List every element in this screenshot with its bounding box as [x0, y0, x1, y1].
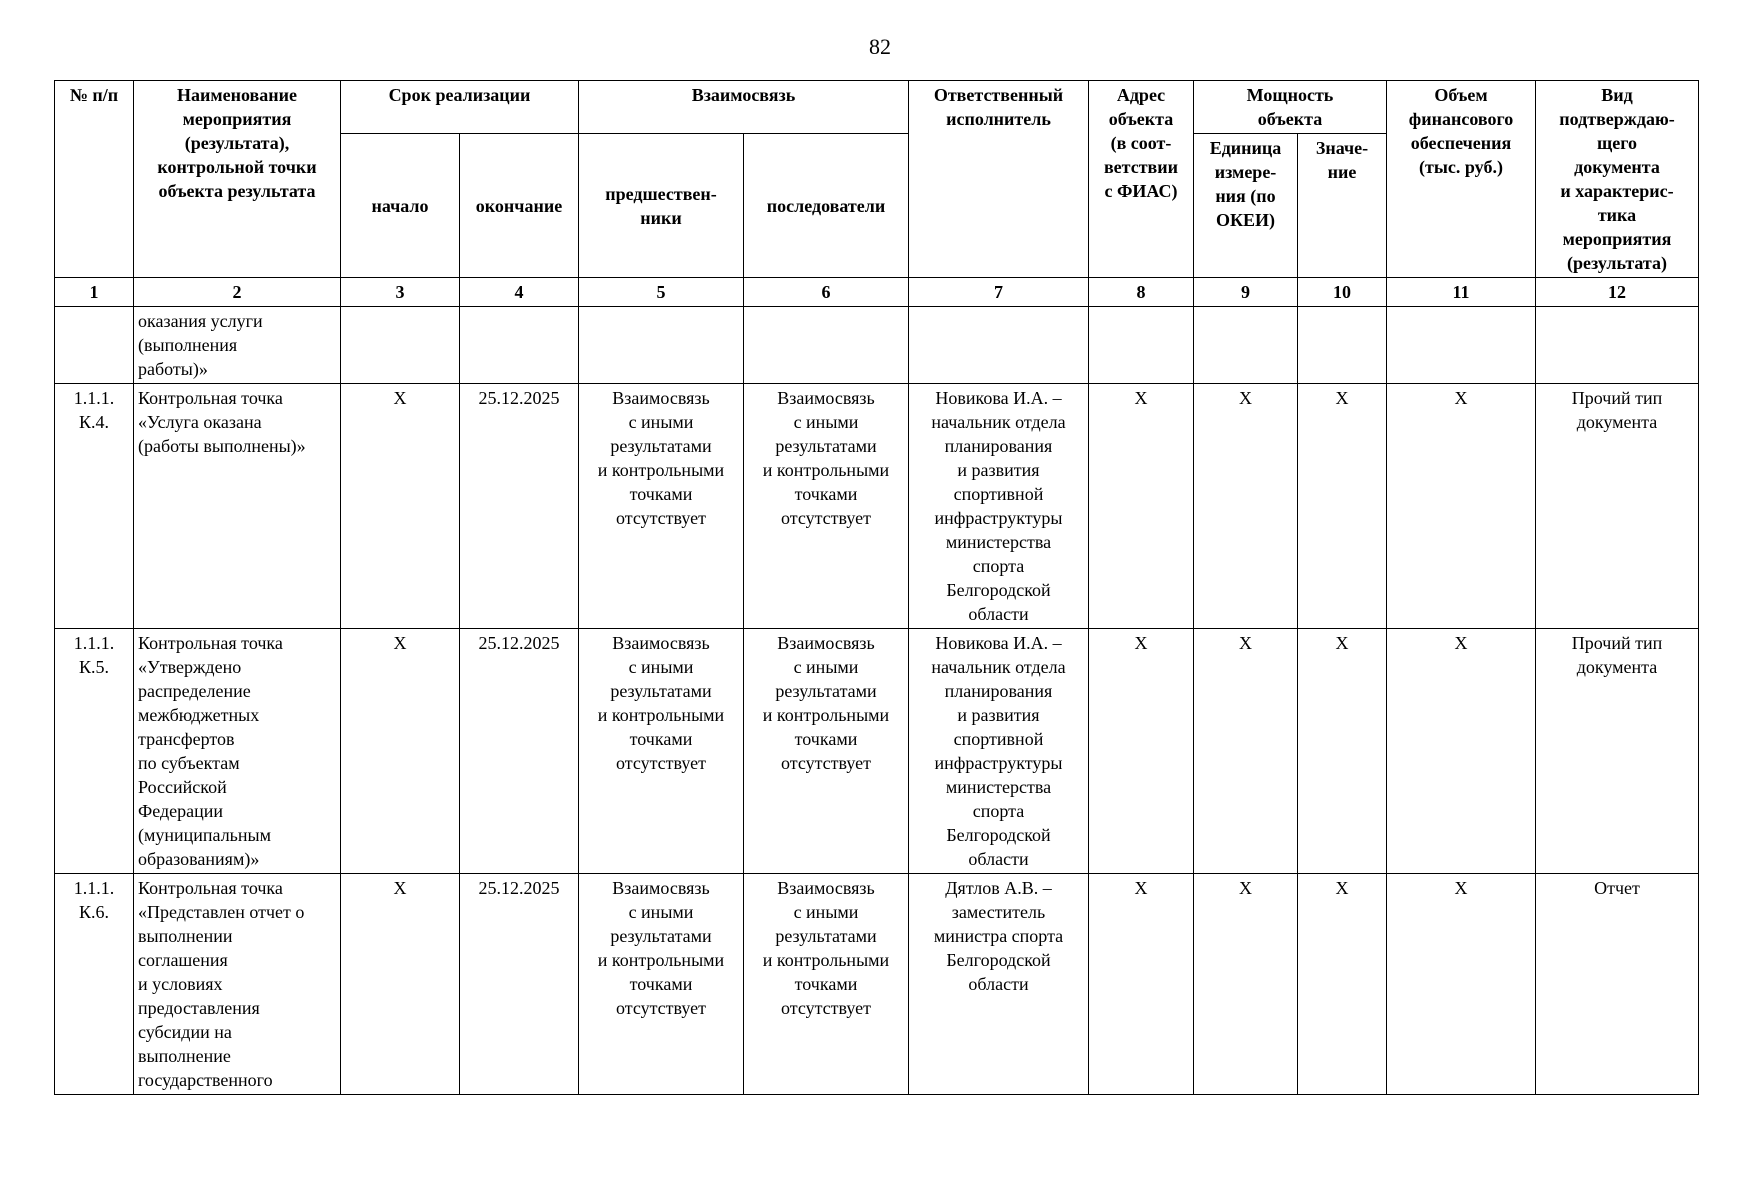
cell-text-line: точками [629, 484, 693, 504]
header-text-line: объекта результата [158, 181, 316, 201]
header-predecessors [579, 134, 744, 278]
header-text-line: ОКЕИ) [1215, 210, 1276, 230]
row-document-cell [1536, 629, 1699, 874]
row-document-cell [1536, 384, 1699, 629]
table-row [55, 874, 1699, 1095]
header-text-line: объекта [1257, 109, 1323, 129]
cell-text-line: Взаимосвязь [777, 388, 875, 408]
header-text-line: финансового [1408, 109, 1514, 129]
cell-text-line: «Представлен отчет о [138, 902, 305, 922]
column-number-cell: 2 [134, 278, 341, 307]
cell-text-line: Прочий тип [1571, 388, 1663, 408]
row-predecessors-cell [579, 874, 744, 1095]
row-unit-cell: Х [1194, 384, 1298, 629]
cell-text-line: трансфертов [138, 729, 235, 749]
header-text-line: № п/п [69, 85, 119, 105]
header-text-line: ветствии [1103, 157, 1179, 177]
cell-text-line: предоставления [138, 998, 260, 1018]
cell-text-line: работы)» [138, 359, 208, 379]
header-funding [1387, 81, 1536, 278]
cell-text-line: К.6. [78, 902, 109, 922]
cell-text-line: с иными [628, 657, 694, 677]
cell-text-line: образованиям)» [138, 849, 260, 869]
cell-text-line: и контрольными [597, 950, 725, 970]
cell-text-line: выполнение [138, 1046, 231, 1066]
row-value-cell: Х [1298, 384, 1387, 629]
cell-text-line: Новикова И.А. – [935, 388, 1062, 408]
header-name [134, 81, 341, 278]
header-row-1 [55, 81, 1699, 134]
header-text-line: Единица [1209, 138, 1282, 158]
header-capacity [1194, 81, 1387, 134]
row-predecessors-cell [579, 307, 744, 384]
header-text-line: и характерис- [1560, 181, 1674, 201]
column-number-cell: 4 [460, 278, 579, 307]
cell-text-line: Федерации [138, 801, 224, 821]
row-funding-cell: Х [1387, 384, 1536, 629]
row-responsible-cell [909, 384, 1089, 629]
cell-text-line: спорта [972, 556, 1025, 576]
cell-text-line: отсутствует [780, 508, 872, 528]
column-number-cell: 6 [744, 278, 909, 307]
row-end-cell [460, 307, 579, 384]
cell-text-line: результатами [610, 681, 712, 701]
cell-text-line: (выполнения [138, 335, 238, 355]
cell-text-line: Взаимосвязь [612, 878, 710, 898]
header-text-line: документа [1574, 157, 1660, 177]
header-address [1089, 81, 1194, 278]
cell-text-line: спортивной [953, 729, 1044, 749]
header-responsible [909, 81, 1089, 278]
cell-text-line: отсутствует [615, 998, 707, 1018]
cell-text-line: межбюджетных [138, 705, 260, 725]
cell-text-line: и контрольными [762, 705, 890, 725]
cell-text-line: точками [794, 729, 858, 749]
cell-text-line: и условиях [138, 974, 223, 994]
row-number-cell [55, 874, 134, 1095]
cell-text-line: соглашения [138, 950, 228, 970]
row-responsible-cell [909, 629, 1089, 874]
cell-text-line: (муниципальным [138, 825, 272, 845]
header-text-line: мероприятия [182, 109, 292, 129]
header-text-line: Вид [1601, 85, 1633, 105]
row-name-cell [134, 874, 341, 1095]
table-body [55, 307, 1699, 1095]
row-value-cell [1298, 307, 1387, 384]
header-text-line: исполнитель [946, 109, 1051, 129]
header-text-line: Объем [1434, 85, 1488, 105]
cell-text-line: области [968, 974, 1029, 994]
row-predecessors-cell [579, 384, 744, 629]
row-successors-cell [744, 307, 909, 384]
cell-text-line: Дятлов А.В. – [945, 878, 1052, 898]
cell-text-line: К.5. [78, 657, 109, 677]
row-end-cell: 25.12.2025 [460, 629, 579, 874]
cell-text-line: результатами [610, 926, 712, 946]
header-end: окончание [460, 134, 579, 278]
cell-text-line: Прочий тип [1571, 633, 1663, 653]
row-successors-cell [744, 384, 909, 629]
row-document-cell [1536, 307, 1699, 384]
header-text-line: щего [1597, 133, 1637, 153]
column-number-cell: 10 [1298, 278, 1387, 307]
header-document [1536, 81, 1699, 278]
cell-text-line: планирования [944, 436, 1053, 456]
cell-text-line: Взаимосвязь [777, 633, 875, 653]
cell-text-line: (работы выполнены)» [138, 436, 306, 456]
column-number-cell: 9 [1194, 278, 1298, 307]
column-number-cell: 1 [55, 278, 134, 307]
cell-text-line: документа [1576, 657, 1658, 677]
header-text-line: предшествен- [605, 183, 717, 204]
cell-text-line: с иными [793, 412, 859, 432]
header-text-line: Наименование [177, 85, 297, 105]
cell-text-line: и контрольными [597, 705, 725, 725]
column-number-row [55, 278, 1699, 307]
cell-text-line: начальник отдела [931, 657, 1066, 677]
row-number-cell [55, 629, 134, 874]
column-number-cell: 12 [1536, 278, 1699, 307]
cell-text-line: Взаимосвязь [612, 388, 710, 408]
column-number-cell: 11 [1387, 278, 1536, 307]
cell-text-line: 1.1.1. [73, 633, 115, 653]
cell-text-line: инфраструктуры [934, 753, 1063, 773]
row-funding-cell: Х [1387, 629, 1536, 874]
header-text-line: ние [1327, 162, 1357, 182]
cell-text-line: 1.1.1. [73, 878, 115, 898]
row-start-cell [341, 307, 460, 384]
row-end-cell: 25.12.2025 [460, 384, 579, 629]
table-row [55, 384, 1699, 629]
header-text-line: обеспечения [1410, 133, 1512, 153]
cell-text-line: результатами [610, 436, 712, 456]
header-text-line: Мощность [1246, 85, 1334, 105]
cell-text-line: субсидии на [138, 1022, 232, 1042]
cell-text-line: результатами [775, 436, 877, 456]
row-end-cell: 25.12.2025 [460, 874, 579, 1095]
row-address-cell: Х [1089, 629, 1194, 874]
column-number-cell: 3 [341, 278, 460, 307]
header-start: начало [341, 134, 460, 278]
row-successors-cell [744, 874, 909, 1095]
row-value-cell: Х [1298, 629, 1387, 874]
row-successors-cell [744, 629, 909, 874]
row-document-cell [1536, 874, 1699, 1095]
header-text-line: подтверждаю- [1559, 109, 1675, 129]
cell-text-line: начальник отдела [931, 412, 1066, 432]
page-number: 82 [869, 34, 891, 59]
cell-text-line: и контрольными [762, 460, 890, 480]
cell-text-line: 1.1.1. [73, 388, 115, 408]
cell-text-line: точками [794, 484, 858, 504]
header-successors: последователи [744, 134, 909, 278]
row-address-cell: Х [1089, 874, 1194, 1095]
cell-text-line: результатами [775, 681, 877, 701]
cell-text-line: Контрольная точка [138, 633, 283, 653]
table-row [55, 307, 1699, 384]
row-start-cell: Х [341, 874, 460, 1095]
cell-text-line: государственного [138, 1070, 273, 1090]
cell-text-line: Белгородской [946, 580, 1051, 600]
header-text-line: ники [640, 207, 682, 228]
cell-text-line: заместитель [951, 902, 1046, 922]
header-text-line: Значе- [1315, 138, 1369, 158]
cell-text-line: точками [629, 974, 693, 994]
cell-text-line: и развития [957, 705, 1040, 725]
cell-text-line: спортивной [953, 484, 1044, 504]
cell-text-line: министерства [945, 777, 1052, 797]
row-name-cell [134, 384, 341, 629]
cell-text-line: точками [629, 729, 693, 749]
row-responsible-cell [909, 307, 1089, 384]
cell-text-line: Белгородской [946, 825, 1051, 845]
cell-text-line: распределение [138, 681, 251, 701]
cell-text-line: отсутствует [780, 753, 872, 773]
header-text-line: (результата) [1567, 253, 1667, 273]
row-start-cell: Х [341, 629, 460, 874]
row-unit-cell: Х [1194, 629, 1298, 874]
cell-text-line: Контрольная точка [138, 388, 283, 408]
cell-text-line: отсутствует [615, 508, 707, 528]
cell-text-line: документа [1576, 412, 1658, 432]
header-text-line: объекта [1108, 109, 1174, 129]
header-relation: Взаимосвязь [579, 81, 909, 134]
cell-text-line: результатами [775, 926, 877, 946]
header-text-line: контрольной точки [157, 157, 317, 177]
row-number-cell [55, 384, 134, 629]
cell-text-line: Взаимосвязь [777, 878, 875, 898]
cell-text-line: министерства [945, 532, 1052, 552]
cell-text-line: по субъектам [138, 753, 240, 773]
row-unit-cell: Х [1194, 874, 1298, 1095]
column-number-cell: 7 [909, 278, 1089, 307]
cell-text-line: области [968, 849, 1029, 869]
cell-text-line: и контрольными [762, 950, 890, 970]
header-text-line: (тыс. руб.) [1419, 157, 1503, 177]
cell-text-line: министра спорта [933, 926, 1064, 946]
table-row [55, 629, 1699, 874]
cell-text-line: и развития [957, 460, 1040, 480]
header-value [1298, 134, 1387, 278]
cell-text-line: Новикова И.А. – [935, 633, 1062, 653]
header-term: Срок реализации [341, 81, 579, 134]
row-number-cell [55, 307, 134, 384]
row-unit-cell [1194, 307, 1298, 384]
cell-text-line: инфраструктуры [934, 508, 1063, 528]
cell-text-line: выполнении [138, 926, 233, 946]
cell-text-line: точками [794, 974, 858, 994]
cell-text-line: Российской [138, 777, 227, 797]
header-text-line: тика [1597, 205, 1637, 225]
column-number-cell: 5 [579, 278, 744, 307]
header-text-line: мероприятия [1562, 229, 1672, 249]
cell-text-line: Взаимосвязь [612, 633, 710, 653]
header-text-line: Адрес [1116, 85, 1166, 105]
cell-text-line: с иными [628, 902, 694, 922]
row-funding-cell: Х [1387, 874, 1536, 1095]
cell-text-line: Контрольная точка [138, 878, 283, 898]
plan-table [54, 80, 1699, 1095]
row-predecessors-cell [579, 629, 744, 874]
row-start-cell: Х [341, 384, 460, 629]
header-text-line: с ФИАС) [1104, 181, 1178, 201]
header-unit [1194, 134, 1298, 278]
cell-text-line: с иными [793, 902, 859, 922]
header-text-line: (результата), [184, 133, 290, 153]
header-text-line: ния (по [1215, 186, 1276, 206]
cell-text-line: с иными [793, 657, 859, 677]
row-address-cell [1089, 307, 1194, 384]
cell-text-line: Отчет [1594, 878, 1640, 898]
cell-text-line: Белгородской [946, 950, 1051, 970]
cell-text-line: с иными [628, 412, 694, 432]
cell-text-line: планирования [944, 681, 1053, 701]
cell-text-line: отсутствует [615, 753, 707, 773]
header-text-line: измере- [1214, 162, 1277, 182]
row-funding-cell [1387, 307, 1536, 384]
header-text-line: (в соот- [1110, 133, 1172, 153]
cell-text-line: «Услуга оказана [138, 412, 262, 432]
row-value-cell: Х [1298, 874, 1387, 1095]
cell-text-line: области [968, 604, 1029, 624]
row-address-cell: Х [1089, 384, 1194, 629]
cell-text-line: и контрольными [597, 460, 725, 480]
cell-text-line: отсутствует [780, 998, 872, 1018]
row-name-cell [134, 629, 341, 874]
cell-text-line: спорта [972, 801, 1025, 821]
column-number-cell: 8 [1089, 278, 1194, 307]
row-name-cell [134, 307, 341, 384]
header-number [55, 81, 134, 278]
header-text-line: Ответственный [933, 85, 1064, 105]
row-responsible-cell [909, 874, 1089, 1095]
cell-text-line: оказания услуги [138, 311, 263, 331]
cell-text-line: «Утверждено [138, 657, 242, 677]
cell-text-line: К.4. [78, 412, 109, 432]
